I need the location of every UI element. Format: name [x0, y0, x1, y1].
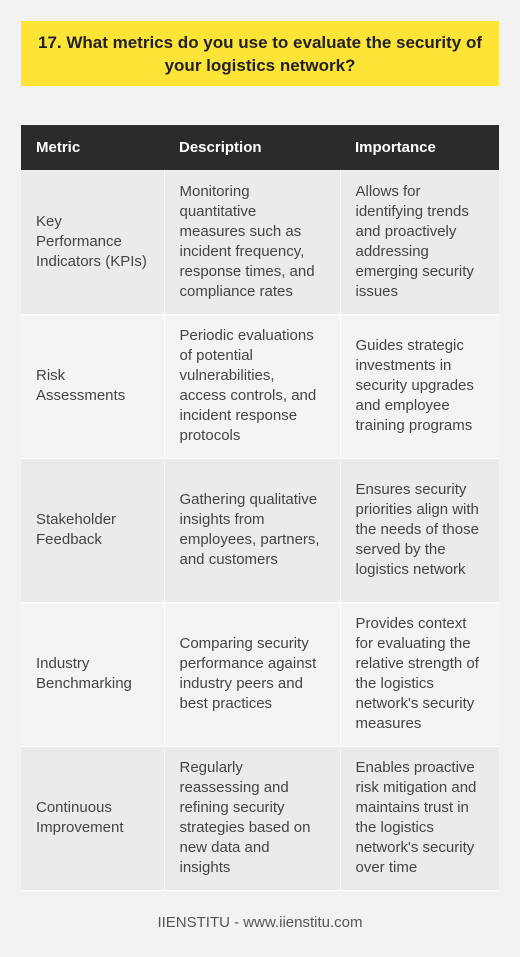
metric-cell: Risk Assessments: [21, 314, 164, 458]
table-row: [21, 746, 499, 890]
importance-cell: Provides context for evaluating the relative strength of the logistics network's security measures: [340, 602, 499, 746]
footer-credit: IIENSTITU - www.iienstitu.com: [157, 914, 363, 931]
description-cell: Regularly reassessing and refining security strategies based on new data and insights: [164, 746, 340, 890]
description-cell: Periodic evaluations of potential vulnerabilities, access controls, and incident response protocols: [164, 314, 340, 458]
metric-cell: Stakeholder Feedback: [21, 458, 164, 602]
table-row: [21, 314, 499, 458]
importance-cell: Enables proactive risk mitigation and maintains trust in the logistics network's security over time: [340, 746, 499, 890]
table-row: [21, 602, 499, 746]
description-cell: Gathering qualitative insights from employees, partners, and customers: [164, 458, 340, 602]
header-importance: Importance: [340, 125, 499, 170]
description-cell: Monitoring quantitative measures such as incident frequency, response times, and compliance rates: [164, 170, 340, 314]
metric-cell: Industry Benchmarking: [21, 602, 164, 746]
importance-cell: Ensures security priorities align with the needs of those served by the logistics network: [340, 458, 499, 602]
description-cell: Comparing security performance against industry peers and best practices: [164, 602, 340, 746]
importance-cell: Guides strategic investments in security upgrades and employee training programs: [340, 314, 499, 458]
importance-cell: Allows for identifying trends and proactively addressing emerging security issues: [340, 170, 499, 314]
metrics-table: [21, 125, 499, 891]
table-row: [21, 458, 499, 602]
table-row: [21, 170, 499, 314]
page-title-text: 17. What metrics do you use to evaluate the security of your logistics network?: [37, 32, 482, 75]
table-header-row: [21, 125, 499, 170]
metric-cell: Continuous Improvement: [21, 746, 164, 890]
header-description: Description: [164, 125, 340, 170]
page-title: [21, 21, 499, 86]
metric-cell: Key Performance Indicators (KPIs): [21, 170, 164, 314]
header-metric: Metric: [21, 125, 164, 170]
